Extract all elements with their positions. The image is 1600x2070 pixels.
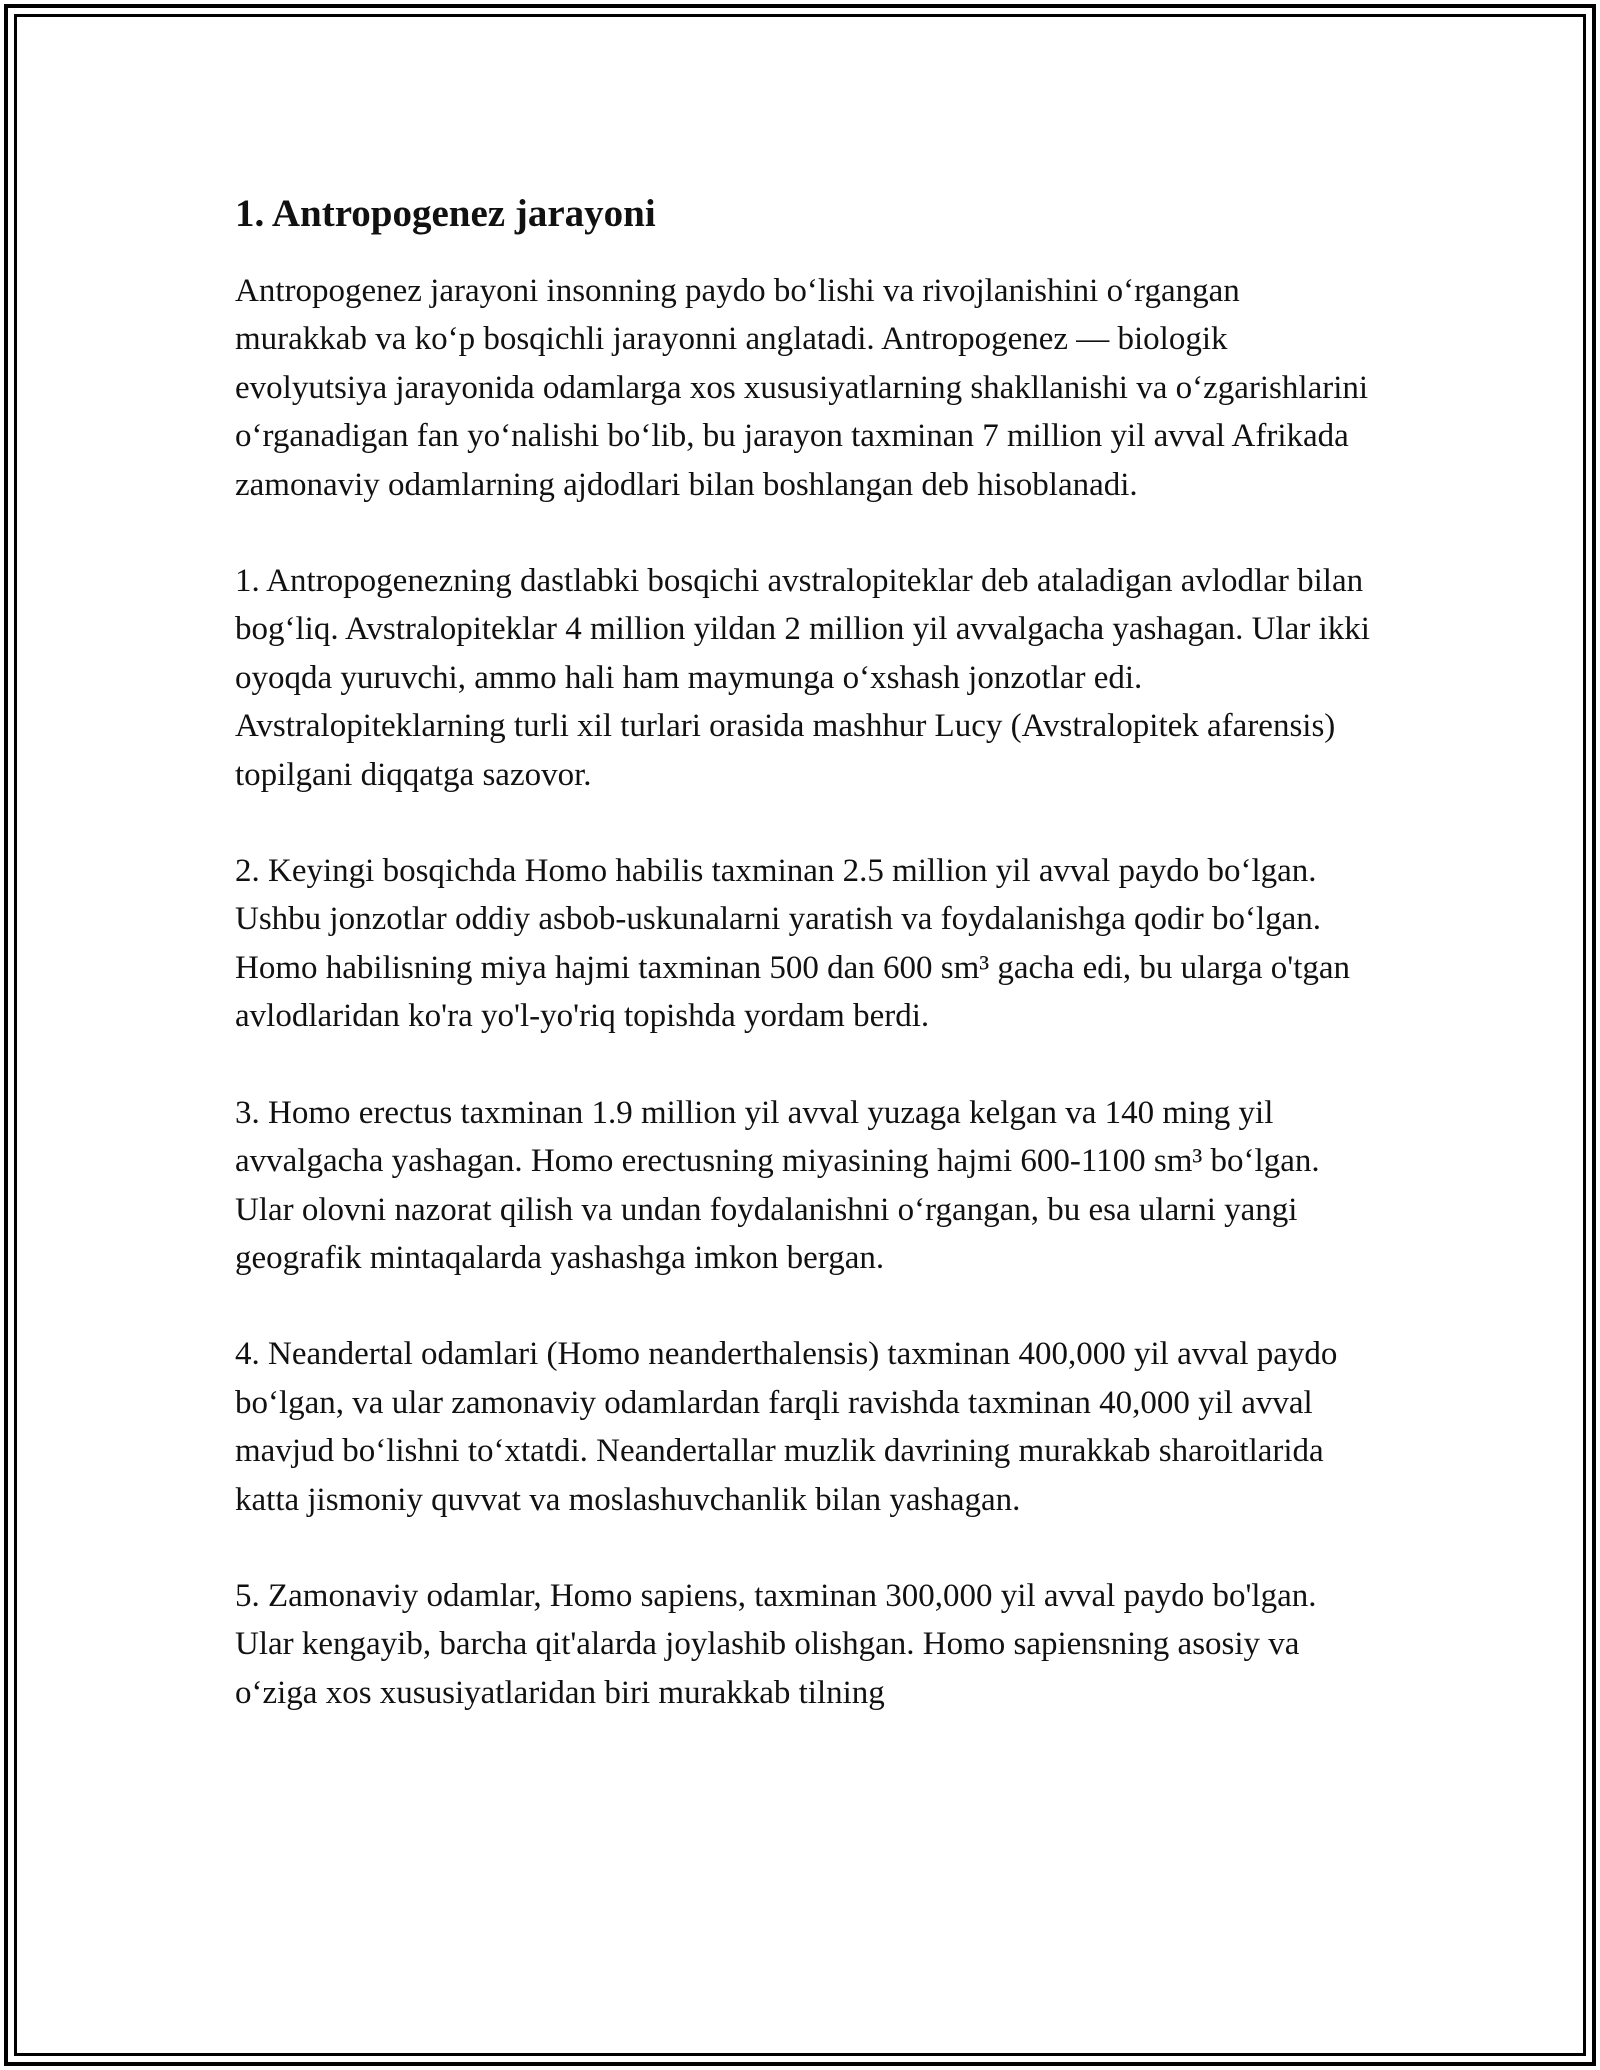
- paragraph-australopithecus: 1. Antropogenezning dastlabki bosqichi avstralopiteklar deb ataladigan avlodlar bilan bog‘liq. Avstralopiteklar 4 million yildan 2 million yil avvalgacha yashagan. Ular ikki oyoqda yuruvchi, ammo hali ham maymunga o‘xshash jonzotlar edi. Avstralopiteklarning turli xil turlari orasida mashhur Lucy (Avstralopitek afarensis) topilgani diqqatga sazovor.: [235, 563, 1370, 793]
- document-title: 1. Antropogenez jarayoni: [235, 192, 656, 235]
- paragraph-homo-erectus: 3. Homo erectus taxminan 1.9 million yil avval yuzaga kelgan va 140 ming yil avvalgacha yashagan. Homo erectusning miyasining hajmi 600-1100 sm³ bo‘lgan. Ular olovni nazorat qilish va undan foydalanishni o‘rgangan, bu esa ularni yangi geografik mintaqalarda yashashga imkon bergan.: [235, 1094, 1320, 1276]
- document-body: [235, 185, 1375, 1765]
- paragraph-homo-sapiens: 5. Zamonaviy odamlar, Homo sapiens, taxminan 300,000 yil avval paydo bo'lgan. Ular kengayib, barcha qit'alarda joylashib olishgan. Homo sapiensning asosiy va o‘ziga xos xususiyatlaridan biri murakkab tilning: [235, 1577, 1317, 1711]
- paragraph-homo-habilis: 2. Keyingi bosqichda Homo habilis taxminan 2.5 million yil avval paydo bo‘lgan. Ushbu jonzotlar oddiy asbob-uskunalarni yaratish va foydalanishga qodir bo‘lgan. Homo habilisning miya hajmi taxminan 500 dan 600 sm³ gacha edi, bu ularga o'tgan avlodlaridan ko'ra yo'l-yo'riq topishda yordam berdi.: [235, 853, 1351, 1035]
- paragraph-neanderthals: 4. Neandertal odamlari (Homo neanderthalensis) taxminan 400,000 yil avval paydo bo‘lgan, va ular zamonaviy odamlardan farqli ravishda taxminan 40,000 yil avval mavjud bo‘lishni to‘xtatdi. Neandertallar muzlik davrining murakkab sharoitlarida katta jismoniy quvvat va moslashuvchanlik bilan yashagan.: [235, 1336, 1338, 1518]
- intro-paragraph: Antropogenez jarayoni insonning paydo bo‘lishi va rivojlanishini o‘rgangan murakkab va ko‘p bosqichli jarayonni anglatadi. Antropogenez — biologik evolyutsiya jarayonida odamlarga xos xususiyatlarning shakllanishi va o‘zgarishlarini o‘rganadigan fan yo‘nalishi bo‘lib, bu jarayon taxminan 7 million yil avval Afrikada zamonaviy odamlarning ajdodlari bilan boshlangan deb hisoblanadi.: [235, 273, 1369, 503]
